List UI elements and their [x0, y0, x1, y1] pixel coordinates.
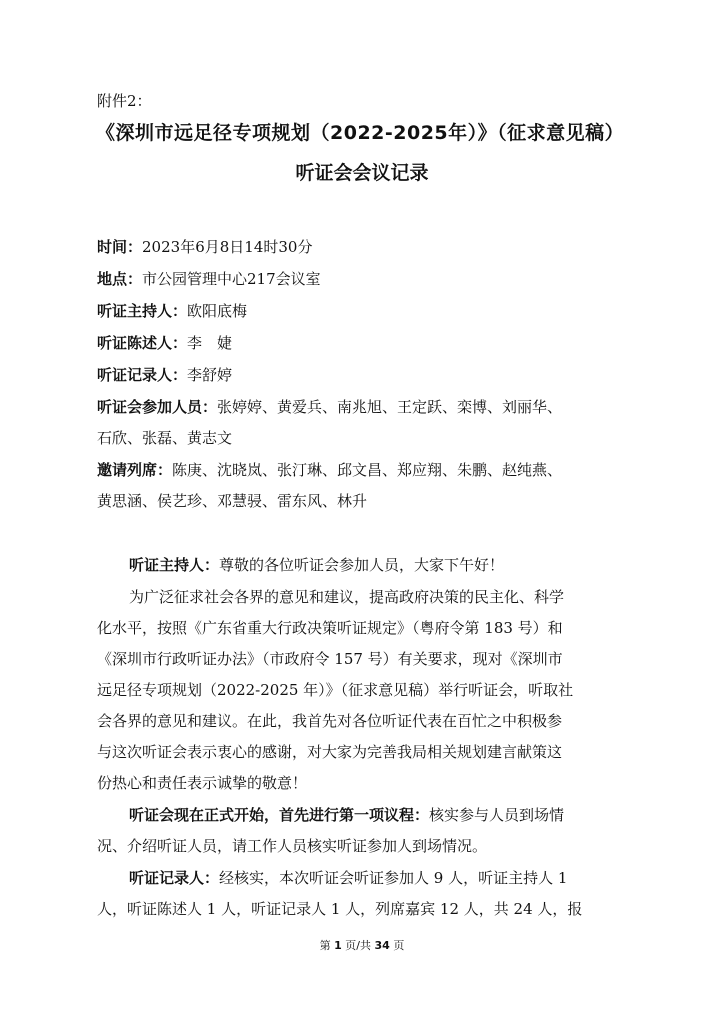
- meta-presenter-value: 李 婕: [187, 334, 233, 352]
- meta-participants: [97, 396, 637, 418]
- paragraph-purpose-line: 化水平，按照《广东省重大行政决策听证规定》（粤府令第 183 号）和: [97, 619, 563, 637]
- meta-recorder: [97, 364, 637, 386]
- meta-guests-value-2: 黄思涵、侯艺珍、邓慧骎、雷东风、林升: [97, 492, 368, 510]
- paragraph-purpose-line: 会各界的意见和建议。在此，我首先对各位听证代表在百忙之中积极参: [97, 712, 563, 730]
- meta-place-label: 地点：: [97, 270, 143, 288]
- meta-recorder-label: 听证记录人：: [97, 366, 188, 384]
- host-greeting-label: 听证主持人：: [129, 556, 220, 574]
- meta-participants-value-2: 石欣、张磊、黄志文: [97, 429, 233, 447]
- document-subtitle: 听证会会议记录: [295, 162, 429, 184]
- agenda-text-2: 况、介绍听证人员，请工作人员核实听证参加人到场情况。: [97, 837, 488, 855]
- footer-middle: 页/共: [341, 939, 375, 952]
- agenda-text-1: 核实参与人员到场情: [429, 806, 565, 824]
- page-footer: [0, 937, 724, 953]
- agenda-bold-text: 听证会现在正式开始，首先进行第一项议程：: [129, 806, 430, 824]
- meta-host: [97, 300, 637, 322]
- footer-suffix: 页: [389, 939, 405, 952]
- meta-host-label: 听证主持人：: [97, 302, 188, 320]
- meta-participants-label: 听证会参加人员：: [97, 398, 218, 416]
- meta-place-value: 市公园管理中心217会议室: [142, 270, 321, 288]
- footer-prefix: 第: [319, 939, 335, 952]
- recorder-text-2: 人，听证陈述人 1 人，听证记录人 1 人，列席嘉宾 12 人，共 24 人，报: [97, 900, 583, 918]
- footer-page-number: 1: [334, 939, 342, 952]
- meta-guests-value-1: 陈庚、沈晓岚、张汀琳、邱文昌、郑应翔、朱鹏、赵纯燕、: [172, 461, 563, 479]
- paragraph-recorder: [129, 867, 662, 889]
- meta-recorder-value: 李舒婷: [187, 366, 233, 384]
- meta-guests-label: 邀请列席：: [97, 461, 173, 479]
- meta-time: [97, 236, 637, 258]
- meta-guests: [97, 459, 637, 481]
- paragraph-agenda: [129, 804, 662, 826]
- meta-presenter: [97, 332, 637, 354]
- paragraph-purpose-line: 份热心和责任表示诚挚的敬意！: [97, 774, 308, 792]
- document-title: 《深圳市远足径专项规划（2022-2025年）》（征求意见稿）: [96, 122, 625, 144]
- paragraph-purpose-line: 《深圳市行政听证办法》（市政府令 157 号）有关要求，现对《深圳市: [97, 650, 563, 668]
- paragraph-purpose-line: 为广泛征求社会各界的意见和建议，提高政府决策的民主化、科学: [129, 588, 565, 606]
- recorder-text-1: 经核实，本次听证会听证参加人 9 人，听证主持人 1: [219, 869, 568, 887]
- meta-place: [97, 268, 637, 290]
- paragraph-purpose-line: 远足径专项规划（2022-2025 年）》（征求意见稿）举行听证会，听取社: [97, 681, 574, 699]
- attachment-label: 附件2：: [97, 92, 152, 110]
- meta-time-label: 时间：: [97, 238, 143, 256]
- paragraph-host-greeting: [129, 554, 662, 576]
- meta-time-value: 2023年6月8日14时30分: [142, 238, 313, 256]
- meta-presenter-label: 听证陈述人：: [97, 334, 188, 352]
- meta-host-value: 欧阳底梅: [187, 302, 248, 320]
- host-greeting-text: 尊敬的各位听证会参加人员，大家下午好！: [219, 556, 505, 574]
- footer-total-pages: 34: [374, 939, 390, 952]
- paragraph-purpose-line: 与这次听证会表示衷心的感谢，对大家为完善我局相关规划建言献策这: [97, 743, 563, 761]
- recorder-label: 听证记录人：: [129, 869, 220, 887]
- meta-participants-value-1: 张婷婷、黄爱兵、南兆旭、王定跃、栾博、刘丽华、: [217, 398, 563, 416]
